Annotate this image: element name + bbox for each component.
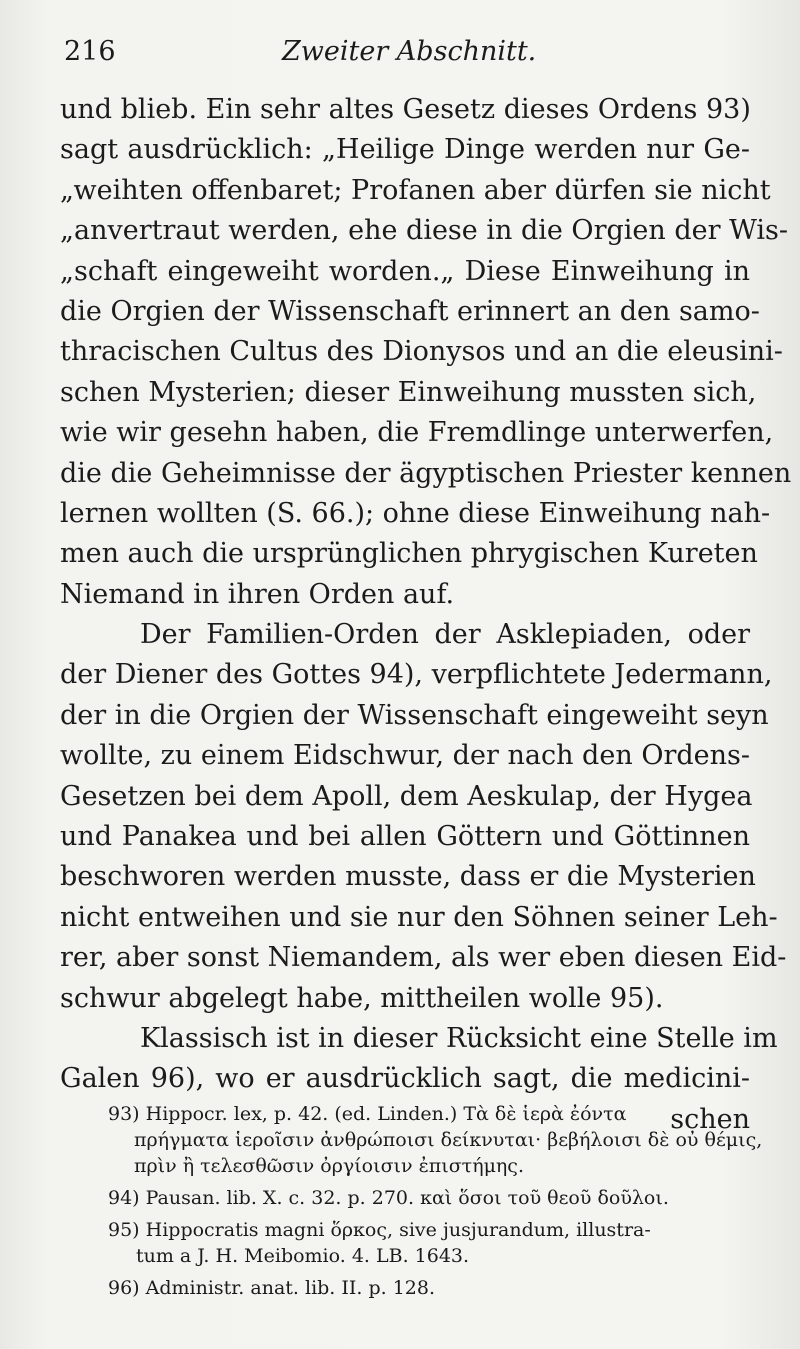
footnote-96: 96) Administr. anat. lib. II. p. 128. — [108, 1277, 436, 1299]
footnote-93-cont: πρὶν ἢ τελεσθῶσιν ὀργίοισιν ἐπιστήμης. — [134, 1155, 524, 1177]
text-line: die Orgien der Wissenschaft erinnert an den samo- — [60, 295, 760, 327]
text-line: Niemand in ihren Orden auf. — [60, 578, 455, 610]
footnotes — [108, 1101, 763, 1301]
text-line: beschworen werden musste, dass er die Mysterien — [60, 861, 756, 893]
text-line: Der Familien-Orden der Asklepiaden, oder — [140, 619, 750, 651]
running-head: Zweiter Abschnitt. — [282, 36, 537, 67]
text-line: und blieb. Ein sehr altes Gesetz dieses Ordens 93) — [60, 94, 751, 125]
text-line: wie wir gesehn haben, die Fremdlinge unterwerfen, — [60, 417, 774, 449]
catchword: schen — [670, 1103, 750, 1135]
text-line: thracischen Cultus des Dionysos und an die eleusini- — [60, 336, 783, 368]
text-line: die die Geheimnisse der ägyptischen Priester kennen — [60, 457, 792, 489]
text-line: Klassisch ist in dieser Rücksicht eine Stelle im — [140, 1022, 778, 1054]
text-line: „weihten offenbaret; Profanen aber dürfen sie nicht — [60, 174, 771, 206]
page-number: 216 — [64, 36, 116, 67]
text-line: rer, aber sonst Niemandem, als wer eben diesen Eid- — [60, 942, 787, 974]
text-line: schen Mysterien; dieser Einweihung mussten sich, — [60, 376, 757, 408]
footnote-94: 94) Pausan. lib. X. c. 32. p. 270. καὶ ὅσοι τοῦ θεοῦ δοῦλοι. — [108, 1187, 669, 1209]
text-line: „anvertraut werden, ehe diese in die Orgien der Wis- — [60, 215, 788, 247]
footnote-95-cont: tum a J. H. Meibomio. 4. LB. 1643. — [136, 1245, 470, 1267]
text-line: „schaft eingeweiht worden.„ Diese Einweihung in — [60, 255, 750, 287]
page-header — [64, 30, 760, 80]
footnote-93-cont: πρήγματα ἱεροῖσιν ἀνθρώποισι δείκνυται· βεβήλοισι δὲ οὐ θέμις, — [134, 1129, 763, 1151]
footnote-95: 95) Hippocratis magni ὅρκος, sive jusjurandum, illustra- — [108, 1219, 651, 1241]
text-line: wollte, zu einem Eidschwur, der nach den Ordens- — [60, 740, 750, 772]
text-line: der Diener des Gottes 94), verpflichtete Jedermann, — [60, 659, 773, 691]
text-line: lernen wollten (S. 66.); ohne diese Einweihung nah- — [60, 497, 771, 529]
footnote-93: 93) Hippocr. lex, p. 42. (ed. Linden.) Τὰ δὲ ἱερὰ ἐόντα — [108, 1103, 627, 1125]
text-line: schwur abgelegt habe, mittheilen wolle 95). — [60, 982, 664, 1014]
text-line: Gesetzen bei dem Apoll, dem Aeskulap, der Hygea — [60, 780, 753, 812]
text-line: nicht entweihen und sie nur den Söhnen seiner Leh- — [60, 901, 778, 933]
text-line: Galen 96), wo er ausdrücklich sagt, die medicini- — [60, 1063, 750, 1095]
text-line: und Panakea und bei allen Göttern und Göttinnen — [60, 821, 750, 853]
text-line: sagt ausdrücklich: „Heilige Dinge werden nur Ge- — [60, 134, 750, 166]
text-line: der in die Orgien der Wissenschaft eingeweiht seyn — [60, 699, 769, 731]
text-line: men auch die ursprünglichen phrygischen Kureten — [60, 538, 758, 570]
